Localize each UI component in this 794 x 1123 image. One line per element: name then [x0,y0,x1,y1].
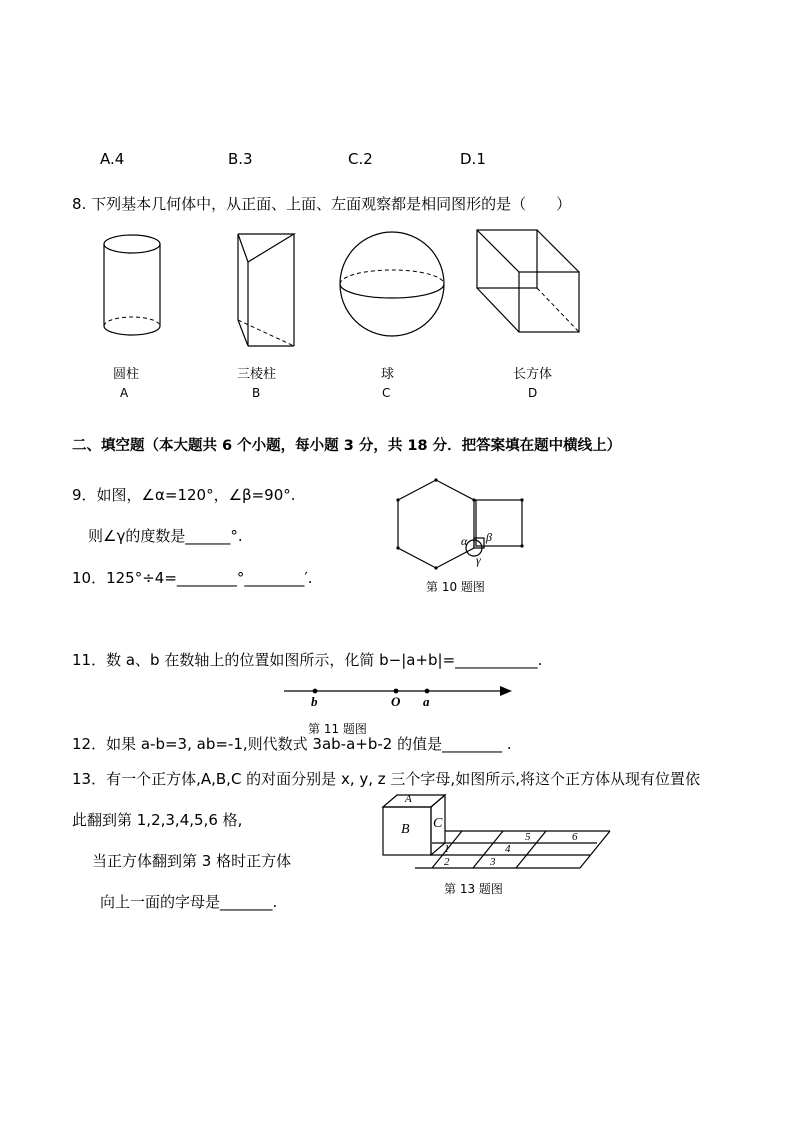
q7-option-c: C.2 [348,150,373,168]
cube-face-top: A [405,793,412,805]
shape-d-name: 长方体 [513,367,553,382]
q13-line-1: 13．有一个正方体,A,B,C 的对面分别是 x, y, z 三个字母,如图所示,将这个正方体从现有位置依 [72,770,700,788]
q7-option-b: B.3 [228,150,253,168]
section-2-title: 二、填空题（本大题共 6 个小题，每小题 3 分，共 18 分．把答案填在题中横线上） [72,438,622,454]
cube-face-front: B [401,822,410,837]
sphere-shape [340,232,444,336]
q12-text: 12．如果 a-b=3, ab=-1,则代数式 3ab-a+b-2 的值是________ . [72,735,512,753]
grid-cell-1: 1 [444,843,450,855]
q11-text: 11．数 a、b 在数轴上的位置如图所示，化简 b−|a+b|=___________. [72,651,543,669]
grid-cell-2: 2 [444,856,450,868]
shape-c-letter: C [382,386,391,400]
q9-line-2: 则∠γ的度数是______°. [88,527,243,545]
shape-c-name: 球 [381,367,395,382]
q9-line-1: 9．如图，∠α=120°，∠β=90°. [72,486,296,504]
q9-alpha-label: α [461,534,468,548]
cube-face-side: C [433,816,443,831]
cylinder-shape [104,235,160,335]
q13-line-2: 此翻到第 1,2,3,4,5,6 格, [72,811,243,829]
cuboid-shape [477,230,579,332]
q11-label-o: O [391,694,401,709]
q9-figure-caption: 第 10 题图 [426,580,485,594]
q11-label-a: a [423,694,430,709]
shape-d-letter: D [528,386,538,400]
q8-text: 下列基本几何体中，从正面、上面、左面观察都是相同图形的是（ ） [91,195,572,213]
q13-line-3: 当正方体翻到第 3 格时正方体 [92,852,292,870]
grid-cell-3: 3 [490,856,496,868]
grid-cell-6: 6 [572,831,578,843]
q8-number: 8. [72,195,87,213]
q11-label-b: b [311,694,318,709]
q13-line-4: 向上一面的字母是_______. [100,893,278,911]
q9-gamma-label: γ [476,553,481,567]
q13-figure-caption: 第 13 题图 [444,882,503,896]
triangular-prism-shape [238,234,294,346]
q10-text: 10．125°÷4=________°________′. [72,569,313,587]
shape-b-letter: B [252,386,261,400]
q7-option-a: A.4 [100,150,125,168]
q9-beta-label: β [486,530,492,544]
shape-a-letter: A [120,386,129,400]
q8-question [72,193,571,214]
q11-figure-caption: 第 11 题图 [308,722,367,736]
grid-cell-5: 5 [525,831,531,843]
shape-a-name: 圆柱 [113,367,140,382]
shape-b-name: 三棱柱 [237,367,277,382]
grid-cell-4: 4 [505,843,511,855]
q7-option-d: D.1 [460,150,486,168]
